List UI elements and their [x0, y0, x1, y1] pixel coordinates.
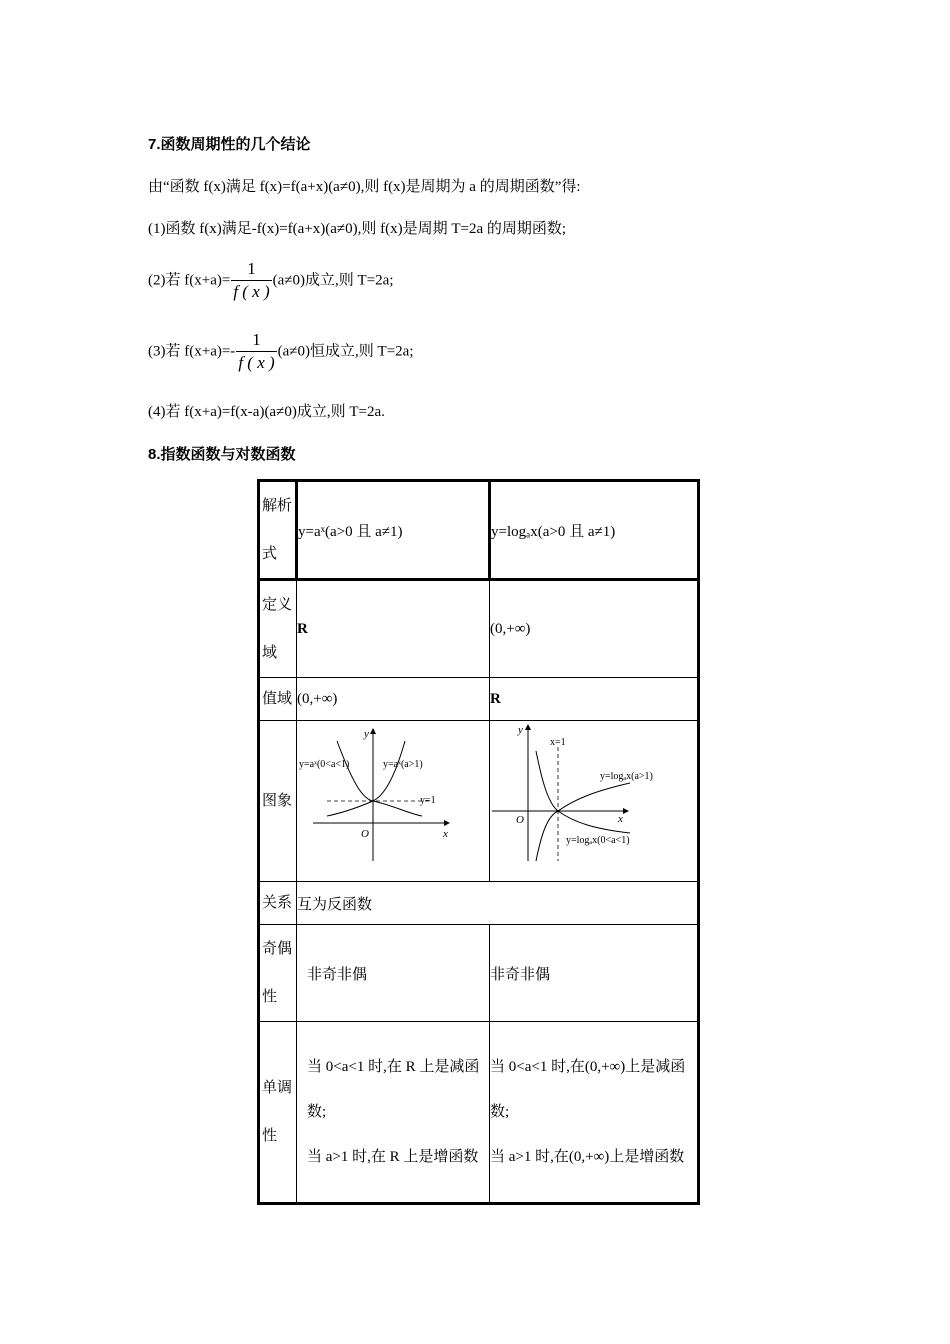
item2-denominator: f ( x ) — [233, 282, 270, 301]
row-formula — [259, 481, 699, 580]
function-table — [257, 479, 700, 1205]
log-x1-label: x=1 — [550, 737, 566, 748]
exp-y-label: y — [364, 728, 369, 740]
log-graph-cell — [490, 721, 699, 882]
item3-denominator: f ( x ) — [238, 353, 275, 372]
exp-graph-cell — [297, 721, 490, 882]
log-curve-big — [536, 783, 630, 861]
item3-numerator: 1 — [236, 330, 276, 352]
log-range: R — [490, 678, 699, 721]
row-domain — [259, 580, 699, 678]
section7-heading: 7.函数周期性的几个结论 — [148, 136, 311, 153]
row-relation — [259, 882, 699, 925]
exp-domain: R — [297, 580, 490, 678]
relation-text: 互为反函数 — [297, 882, 699, 925]
section8-heading: 8.指数函数与对数函数 — [148, 446, 296, 463]
log-curve-small — [536, 751, 630, 833]
item3-fraction — [236, 330, 276, 374]
section7-item3 — [148, 330, 413, 374]
header-range: 值域 — [259, 678, 297, 721]
exp-curve-big — [327, 741, 405, 816]
log-origin-label: O — [516, 814, 524, 826]
log-x-label: x — [618, 813, 623, 825]
header-parity: 奇偶性 — [259, 925, 297, 1022]
item3-prefix: (3)若 f(x+a)=- — [148, 343, 236, 360]
exp-formula: y=aˣ(a>0 且 a≠1) — [297, 481, 490, 580]
log-monotonic-line2: 当 a>1 时,在(0,+∞)上是增函数 — [490, 1148, 685, 1165]
item3-suffix: (a≠0)恒成立,则 T=2a; — [277, 343, 414, 360]
header-monotonic: 单调性 — [259, 1022, 297, 1204]
exp-monotonic — [297, 1022, 490, 1204]
exp-monotonic-line1: 当 0<a<1 时,在 R 上是减函数; — [307, 1058, 480, 1120]
log-monotonic-line1: 当 0<a<1 时,在(0,+∞)上是减函数; — [490, 1058, 686, 1120]
item2-numerator: 1 — [231, 259, 271, 281]
log-curve-big-label: y=logₐx(a>1) — [600, 771, 653, 782]
header-domain: 定义域 — [259, 580, 297, 678]
exp-curve-big-label: y=aˣ(a>1) — [383, 759, 423, 770]
log-formula: y=logₐx(a>0 且 a≠1) — [490, 481, 699, 580]
section7-item4: (4)若 f(x+a)=f(x-a)(a≠0)成立,则 T=2a. — [148, 404, 385, 420]
log-parity: 非奇非偶 — [490, 925, 699, 1022]
exp-graph — [297, 721, 487, 876]
section7-item1: (1)函数 f(x)满足-f(x)=f(a+x)(a≠0),则 f(x)是周期 T=2a 的周期函数; — [148, 221, 567, 237]
row-monotonic — [259, 1022, 699, 1204]
header-relation: 关系 — [259, 882, 297, 925]
exp-y1-label: y=1 — [420, 795, 436, 806]
exp-x-label: x — [443, 828, 448, 840]
exp-parity: 非奇非偶 — [297, 925, 490, 1022]
row-parity — [259, 925, 699, 1022]
log-y-label: y — [518, 724, 523, 736]
item2-prefix: (2)若 f(x+a)= — [148, 272, 231, 289]
log-curve-small-label: y=logₐx(0<a<1) — [566, 835, 630, 846]
log-graph — [490, 721, 696, 876]
header-graph: 图象 — [259, 721, 297, 882]
exp-curve-small — [337, 741, 422, 816]
log-monotonic — [490, 1022, 699, 1204]
header-formula: 解析式 — [259, 481, 297, 580]
exp-monotonic-line2: 当 a>1 时,在 R 上是增函数 — [307, 1148, 479, 1165]
exp-origin-label: O — [361, 828, 369, 840]
row-graph — [259, 721, 699, 882]
item2-fraction — [231, 259, 271, 303]
exp-curve-small-label: y=aˣ(0<a<1) — [299, 759, 350, 770]
section7-item2 — [148, 259, 393, 303]
section7-intro: 由“函数 f(x)满足 f(x)=f(a+x)(a≠0),则 f(x)是周期为 a 的周期函数”得: — [148, 179, 581, 195]
exp-range: (0,+∞) — [297, 678, 490, 721]
row-range — [259, 678, 699, 721]
item2-suffix: (a≠0)成立,则 T=2a; — [272, 272, 394, 289]
log-domain: (0,+∞) — [490, 580, 699, 678]
